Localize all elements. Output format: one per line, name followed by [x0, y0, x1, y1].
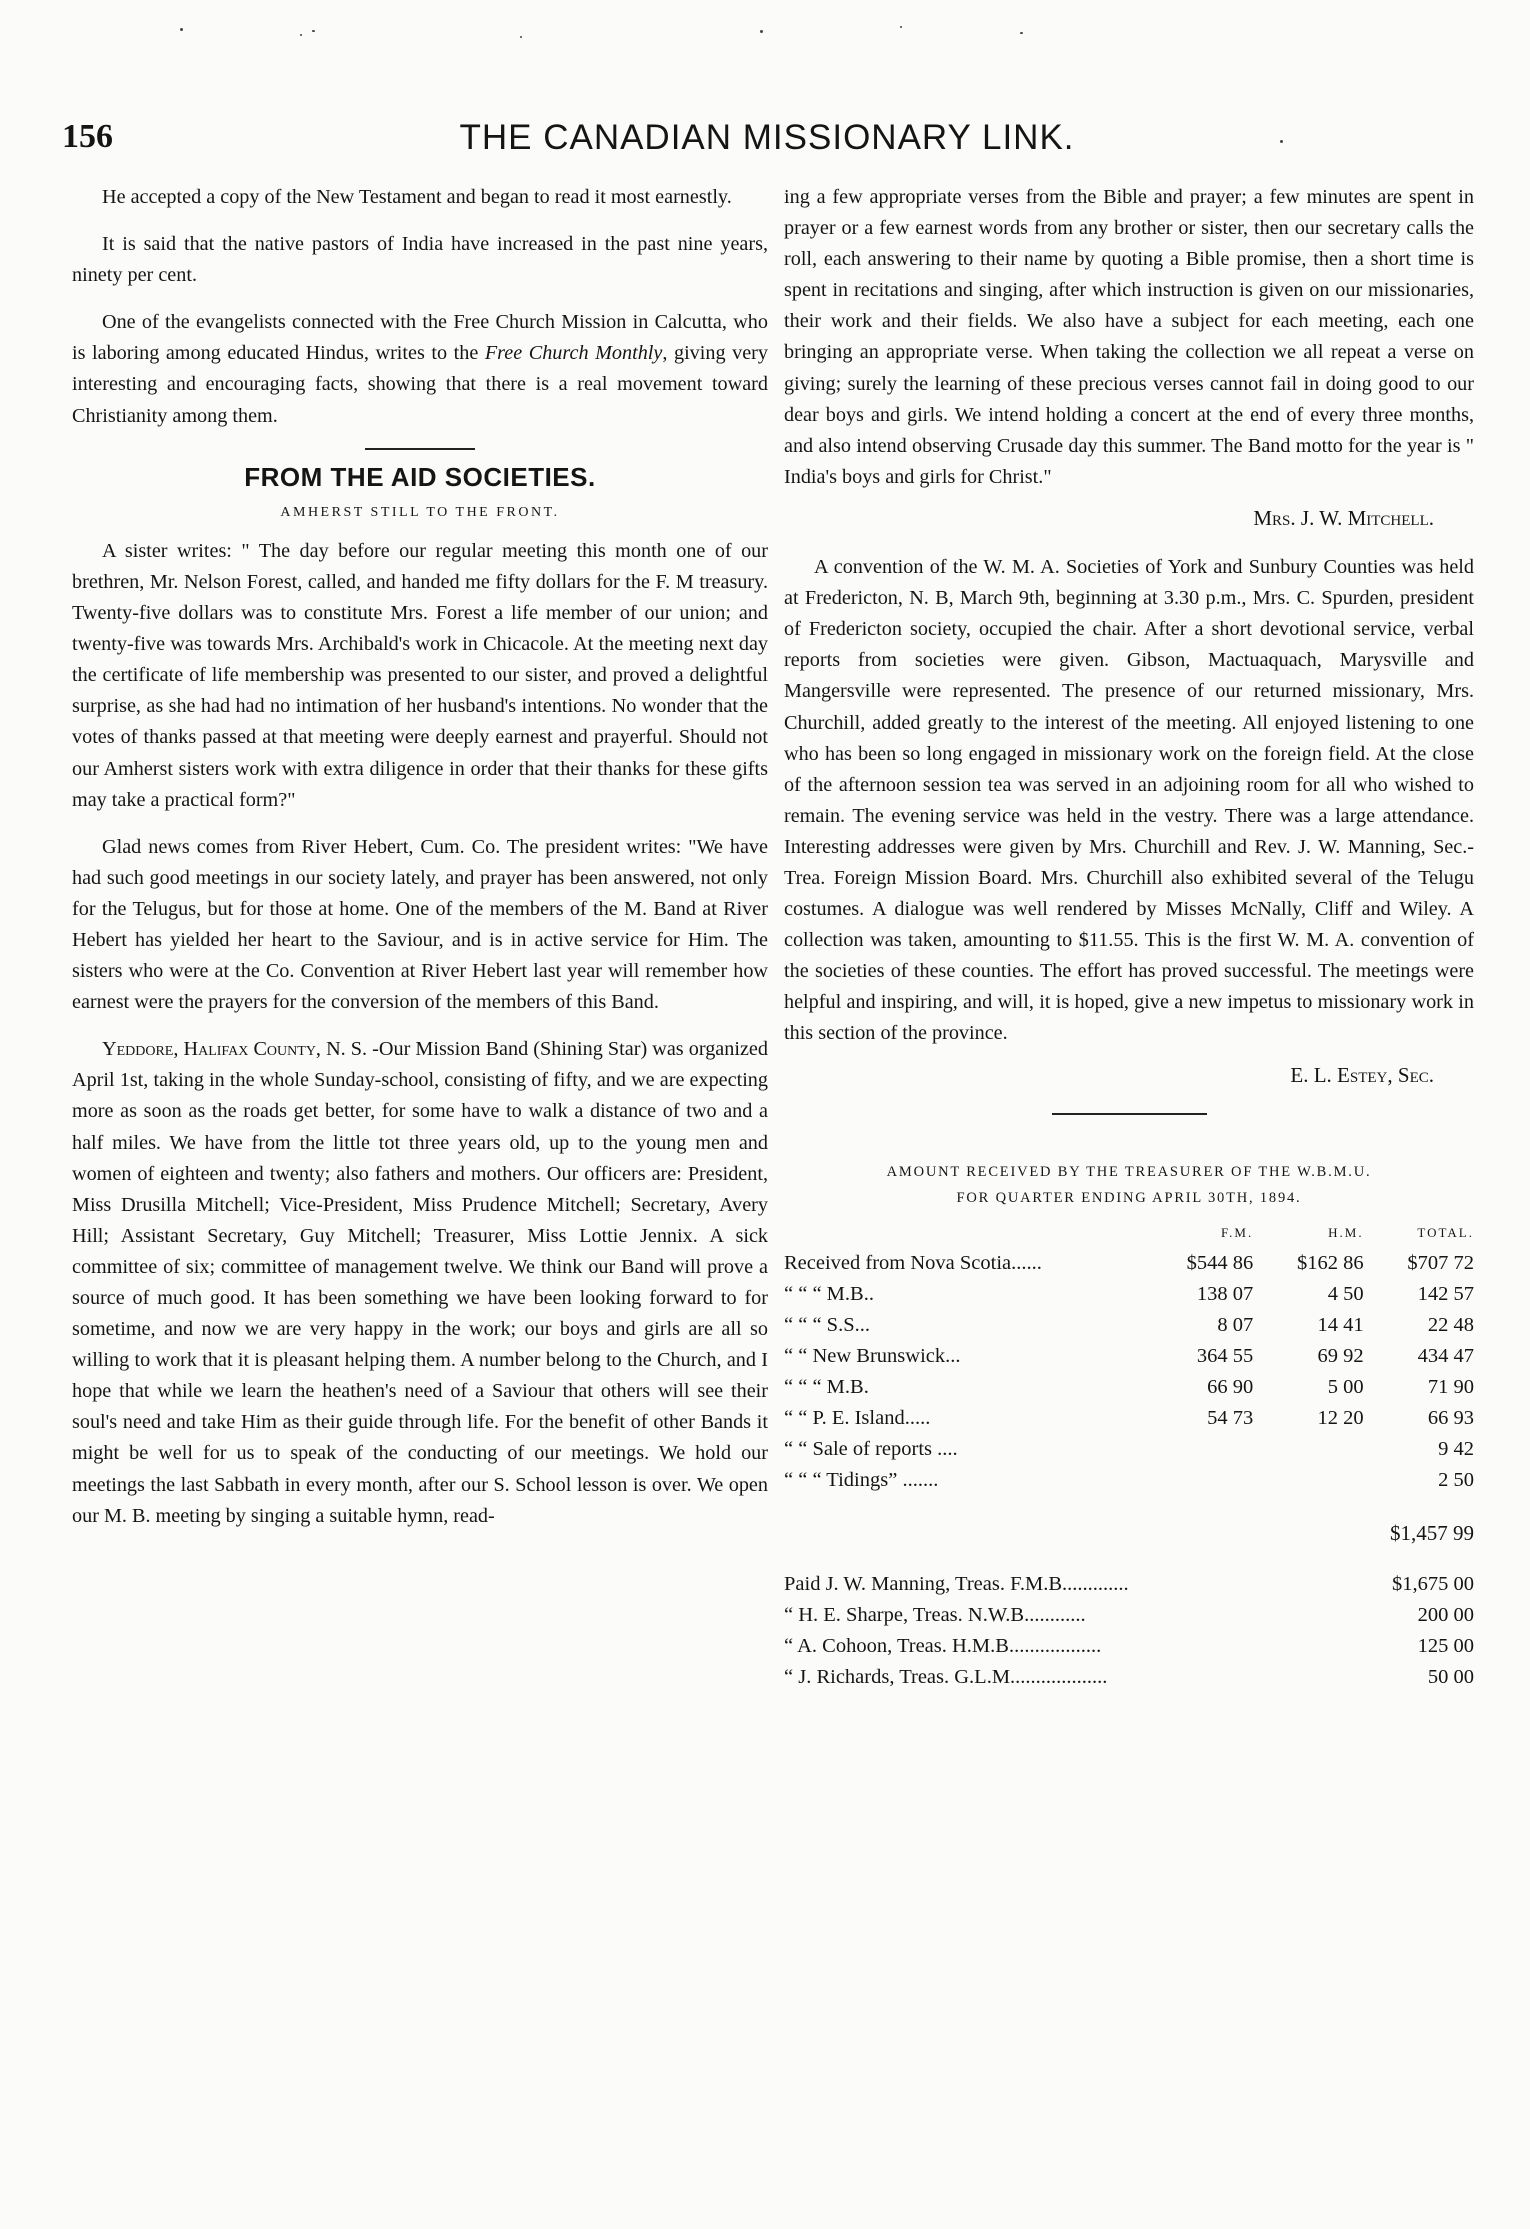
row-label: “ “ “ Tidings” .......	[784, 1468, 939, 1491]
row-label: “ “ New Brunswick...	[784, 1344, 961, 1367]
table-row	[784, 1279, 1474, 1310]
speck	[300, 34, 302, 36]
text-run: One of the evangelists connected with the Free Church Mission in Calcutta, who is laboring among educated Hindus, writes to the	[72, 311, 768, 365]
paragraph: It is said that the native pastors of India have increased in the past nine years, ninety per cent.	[72, 233, 768, 287]
paragraph: A sister writes: " The day before our regular meeting this month one of our brethren, Mr. Nelson Forest, called, and handed me fifty dollars for the F. M treasury. Twenty-five dollars was to constitute Mrs. Forest a life member of our union; and twenty-five was towards Mrs. Archibald's work in Chicacole. At the meeting next day the certificate of life membership was presented to our sister, and proved a delightful surprise, as she had had no intimation of her husband's intentions. No wonder that the votes of thanks passed at that meeting were deeply earnest and prayerful. Should not our Amherst sisters work with extra diligence in order that their thanks for these gifts may take a practical form?"	[72, 539, 768, 811]
table-row	[784, 1310, 1474, 1341]
total-amount: 71 90	[1427, 1375, 1474, 1398]
table-row	[784, 1600, 1474, 1631]
row-label: “ “ “ M.B..	[784, 1282, 874, 1305]
table-row	[784, 1248, 1474, 1279]
row-label: “ “ P. E. Island.....	[784, 1406, 931, 1429]
speck	[520, 36, 522, 38]
treasurer-heading	[784, 1159, 1474, 1211]
left-column	[72, 182, 768, 1548]
payee-label: “ J. Richards, Treas. G.L.M...................	[784, 1665, 1108, 1688]
table-row	[784, 1662, 1474, 1693]
fm-amount: 54 73	[1207, 1406, 1254, 1429]
treasurer-heading-line: AMOUNT RECEIVED BY THE TREASURER OF THE W.B.M.U.	[886, 1163, 1372, 1180]
row-label: “ “ “ M.B.	[784, 1375, 869, 1398]
paid-amount: $1,675 00	[1392, 1572, 1474, 1595]
fm-amount: 8 07	[1217, 1313, 1254, 1336]
right-column	[784, 182, 1474, 1693]
payee-label: “ H. E. Sharpe, Treas. N.W.B............	[784, 1603, 1086, 1626]
total-amount: 66 93	[1427, 1406, 1474, 1429]
table-row	[784, 1465, 1474, 1496]
paragraph: Glad news comes from River Hebert, Cum. Co. The president writes: "We have had such good meetings in our society lately, and prayer has been answered, not only for the Telugus, but for those at home. One of the members of the M. Band at River Hebert has yielded her heart to the Saviour, and is in active service for Him. The sisters who were at the Co. Convention at River Hebert last year will remember how earnest were the prayers for the conversion of the members of this Band.	[72, 835, 768, 1014]
row-label: “ “ Sale of reports ....	[784, 1437, 958, 1460]
treasurer-heading-line: FOR QUARTER ENDING APRIL 30TH, 1894.	[956, 1189, 1302, 1206]
signature: E. L. Estey, Sec.	[1290, 1062, 1434, 1087]
payee-label: “ A. Cohoon, Treas. H.M.B..................	[784, 1634, 1102, 1657]
periodical-title: Free Church Monthly	[484, 342, 663, 365]
total-amount: 434 47	[1417, 1344, 1474, 1367]
hm-amount: 14 41	[1317, 1313, 1364, 1336]
receipts-table	[784, 1217, 1474, 1496]
speck	[312, 30, 315, 32]
hm-amount: 4 50	[1327, 1282, 1364, 1305]
paragraph	[72, 307, 768, 431]
fm-amount	[1143, 1434, 1253, 1465]
total-amount: 22 48	[1427, 1313, 1474, 1336]
column-header-hm: H.M.	[1328, 1224, 1364, 1240]
hm-amount: 69 92	[1317, 1344, 1364, 1367]
hm-amount	[1253, 1465, 1363, 1496]
payee-label: Paid J. W. Manning, Treas. F.M.B.............	[784, 1572, 1129, 1595]
hm-amount: 5 00	[1327, 1375, 1364, 1398]
hm-amount: $162 86	[1296, 1251, 1364, 1274]
total-amount: 2 50	[1438, 1468, 1474, 1491]
section-subtitle: AMHERST STILL TO THE FRONT.	[280, 504, 560, 520]
paid-amount: 50 00	[1427, 1665, 1474, 1688]
text-run: -Our Mission Band (Shining Star) was organized April 1st, taking in the whole Sunday-school, consisting of fifty, and we are expecting more as soon as the roads get better, for some have to walk a distance of two and a half miles. We have from the little tot three years old, up to the young men and women of eighteen and twenty; also fathers and mothers. Our officers are: President, Miss Drusilla Mitchell; Vice-President, Miss Prudence Mitchell; Secretary, Avery Hill; Assistant Secretary, Guy Mitchell; Treasurer, Miss Lottie Jennix. A sick committee of six; committee of management twelve. We think our Band will prove a source of much good. It has been something we have been looking forward to for sometime, and now we are very happy in the work; our boys and girls are all so willing to work that it is pleasant helping them. A number belong to the Church, and I hope that while we learn the heathen's need of a Saviour that others will see their soul's need and take Him as their guide through life. For the benefit of other Bands it might be well for us to speak of the conducting of our meetings. We hold our meetings the last Sabbath in every month, after our S. School lesson is over. We open our M. B. meeting by singing a suitable hymn, read-	[72, 1038, 768, 1527]
grand-total: $1,457 99	[1390, 1520, 1474, 1545]
table-row	[784, 1434, 1474, 1465]
fm-amount	[1143, 1465, 1253, 1496]
paragraph: A convention of the W. M. A. Societies of York and Sunbury Counties was held at Fredericton, N. B, March 9th, beginning at 3.30 p.m., Mrs. C. Spurden, president of Fredericton society, occupied the chair. After a short devotional service, verbal reports from societies were given. Gibson, Mactuaquach, Marysville and Mangersville were represented. The presence of our returned missionary, Mrs. Churchill, added greatly to the interest of the meeting. All enjoyed listening to one who has been so long engaged in missionary work on the foreign field. At the close of the afternoon session tea was served in an adjoining room for all who wished to remain. The evening service was held in the vestry. There was a large attendance. Interesting addresses were given by Mrs. Churchill and Rev. J. W. Manning, Sec.-Trea. Foreign Mission Board. Mrs. Churchill also exhibited several of the Telugu costumes. A dialogue was well rendered by Misses McNally, Cliff and Wiley. A collection was taken, amounting to $11.55. This is the first W. M. A. convention of the societies of these counties. The effort has proved successful. The meetings were helpful and inspiring, and will, it is hoped, give a new impetus to missionary work in this section of the province.	[784, 556, 1474, 1045]
fm-amount: 364 55	[1196, 1344, 1254, 1367]
column-header-total: TOTAL.	[1417, 1224, 1474, 1240]
speck	[900, 26, 902, 28]
paragraph: ing a few appropriate verses from the Bible and prayer; a few minutes are spent in prayer or a few earnest words from any brother or sister, then our secretary calls the roll, each answering to their name by quoting a Bible promise, then a short time is spent in recitations and singing, after which instruction is given on our missionaries, their work and their fields. We also have a subject for each meeting, each one bringing an appropriate verse. When taking the collection we all repeat a verse on giving; surely the learning of these precious verses cannot fail in doing good to our dear boys and girls. We intend holding a concert at the end of every three months, and also intend observing Crusade day this summer. The Band motto for the year is " India's boys and girls for Christ."	[784, 186, 1474, 488]
paid-amount: 125 00	[1417, 1634, 1474, 1657]
paragraph	[72, 1034, 768, 1532]
total-amount: $707 72	[1407, 1251, 1474, 1274]
payments-table	[784, 1569, 1474, 1693]
table-row	[784, 1569, 1474, 1600]
signature: Mrs. J. W. Mitchell.	[1253, 505, 1434, 530]
page-header	[62, 118, 1472, 170]
fm-amount: 138 07	[1196, 1282, 1254, 1305]
paid-amount: 200 00	[1417, 1603, 1474, 1626]
fm-amount: $544 86	[1186, 1251, 1254, 1274]
speck	[760, 30, 763, 33]
table-row	[784, 1372, 1474, 1403]
page-number: 156	[62, 118, 113, 155]
total-amount: 142 57	[1417, 1282, 1474, 1305]
place-lead: Yeddore, Halifax County, N. S.	[102, 1038, 368, 1061]
text-run: , giving very interesting and encouraging facts, showing that there is a real movement toward Christianity among them.	[72, 342, 768, 427]
section-divider	[1052, 1113, 1207, 1115]
column-header-fm: F.M.	[1220, 1224, 1254, 1240]
running-head: THE CANADIAN MISSIONARY LINK.	[459, 118, 1075, 157]
row-label: “ “ “ S.S...	[784, 1313, 870, 1336]
paragraph: He accepted a copy of the New Testament and began to read it most earnestly.	[102, 186, 732, 208]
section-title: FROM THE AID SOCIETIES.	[244, 461, 596, 492]
table-row	[784, 1403, 1474, 1434]
table-row	[784, 1631, 1474, 1662]
table-row	[784, 1341, 1474, 1372]
table-header-row	[784, 1217, 1474, 1248]
hm-amount	[1253, 1434, 1363, 1465]
row-label: Received from Nova Scotia......	[784, 1251, 1042, 1274]
fm-amount: 66 90	[1207, 1375, 1254, 1398]
hm-amount: 12 20	[1317, 1406, 1364, 1429]
section-divider	[365, 448, 475, 450]
total-amount: 9 42	[1438, 1437, 1474, 1460]
speck	[180, 28, 183, 31]
speck	[1020, 32, 1023, 34]
